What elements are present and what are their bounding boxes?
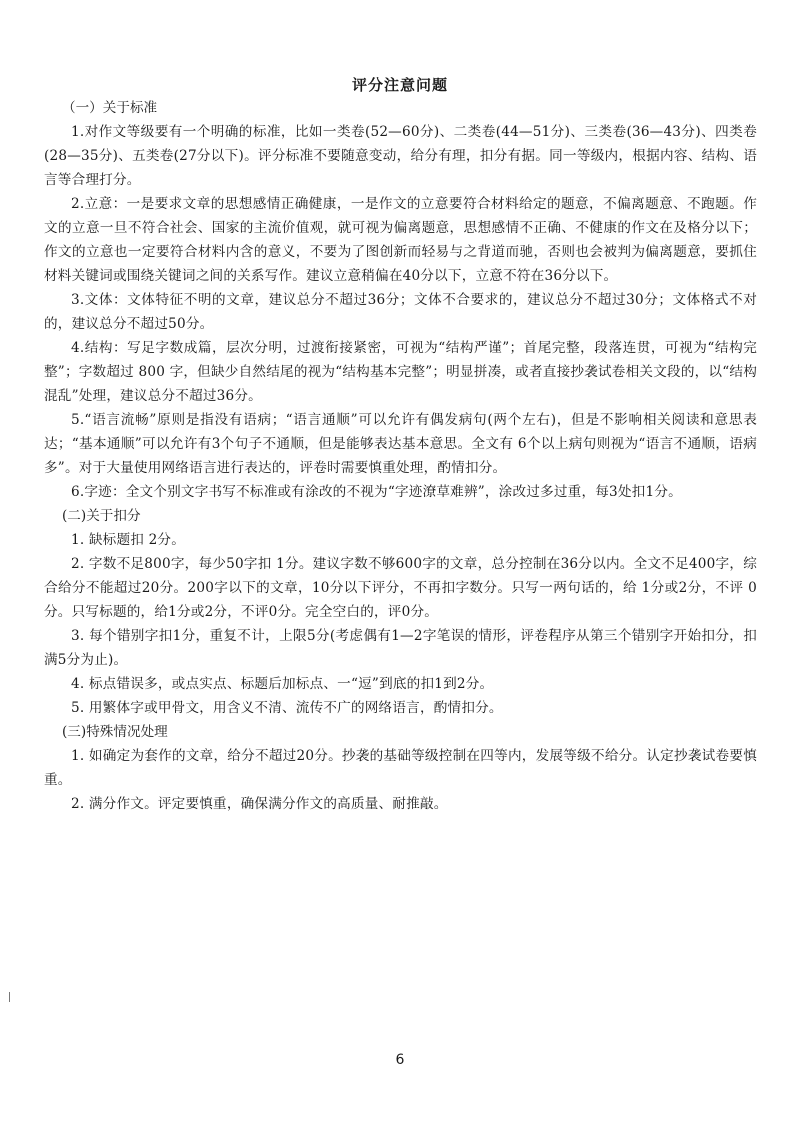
scan-artifact-mark [9, 992, 10, 1002]
paragraph: 2. 字数不足800字，每少50字扣 1分。建议字数不够600字的文章，总分控制在36分以内。全文不足400字，综合给分不能超过20分。200字以下的文章，10分以下评分，不再扣字数分。只写一两句话的，给 1分或2分，不评 0分。只写标题的，给1分或2分，不评0分。完全空白的，评0分。 [44, 556, 757, 620]
section-heading-standards: （一）关于标准 [62, 100, 158, 116]
page-title: 评分注意问题 [351, 76, 448, 94]
paragraph: 1.对作文等级要有一个明确的标准，比如一类卷(52—60分)、二类卷(44—51分)、三类卷(36—43分)、四类卷(28—35分)、五类卷(27分以下)。评分标准不要随意变动，给分有理，扣分有据。同一等级内，根据内容、结构、语言等合理打分。 [44, 124, 757, 188]
paragraph: 1. 如确定为套作的文章，给分不超过20分。抄袭的基础等级控制在四等内，发展等级不给分。认定抄袭试卷要慎重。 [44, 748, 757, 788]
paragraph: 4. 标点错误多，或点实点、标题后加标点、一“逗”到底的扣1到2分。 [71, 676, 494, 692]
paragraph: 1. 缺标题扣 2分。 [71, 532, 186, 548]
page-number: 6 [395, 1052, 405, 1068]
paragraph: 2. 满分作文。评定要慎重，确保满分作文的高质量、耐推敲。 [71, 796, 448, 812]
paragraph: 4.结构：写足字数成篇，层次分明，过渡衔接紧密，可视为“结构严谨”；首尾完整，段落连贯，可视为“结构完整”；字数超过 800 字，但缺少自然结尾的视为“结构基本完整”；明显拼凑，或者直接抄袭试卷相关文段的，以“结构混乱”处理，建议总分不超过36分。 [44, 340, 757, 404]
paragraph: 5. 用繁体字或甲骨文，用含义不清、流传不广的网络语言，酌情扣分。 [71, 700, 503, 716]
paragraph: 2.立意：一是要求文章的思想感情正确健康，一是作文的立意要符合材料给定的题意，不偏离题意、不跑题。作文的立意一旦不符合社会、国家的主流价值观，就可视为偏离题意，思想感情不正确、不健康的作文在及格分以下；作文的立意也一定要符合材料内含的意义，不要为了图创新而轻易与之背道而驰，否则也会被判为偏离题意，要抓住材料关键词或围绕关键词之间的关系写作。建议立意稍偏在40分以下，立意不符在36分以下。 [44, 196, 757, 284]
paragraph: 3. 每个错别字扣1分，重复不计，上限5分(考虑偶有1—2字笔误的情形，评卷程序从第三个错别字开始扣分，扣满5分为止)。 [44, 628, 757, 668]
document-body [44, 96, 757, 816]
paragraph: 5.“语言流畅”原则是指没有语病；“语言通顺”可以允许有偶发病句(两个左右)，但是不影响相关阅读和意思表达；“基本通顺”可以允许有3个句子不通顺，但是能够表达基本意思。全文有 6个以上病句则视为“语言不通顺，语病多”。对于大量使用网络语言进行表达的，评卷时需要慎重处理，酌情扣分。 [44, 412, 757, 476]
paragraph: 3.文体：文体特征不明的文章，建议总分不超过36分；文体不合要求的，建议总分不超过30分；文体格式不对的，建议总分不超过50分。 [44, 292, 757, 332]
paragraph: 6.字迹：全文个别文字书写不标准或有涂改的不视为“字迹潦草难辨”，涂改过多过重，每3处扣1分。 [71, 484, 682, 500]
section-heading-special-cases: (三)特殊情况处理 [62, 724, 168, 740]
section-heading-deductions: (二)关于扣分 [62, 508, 141, 524]
